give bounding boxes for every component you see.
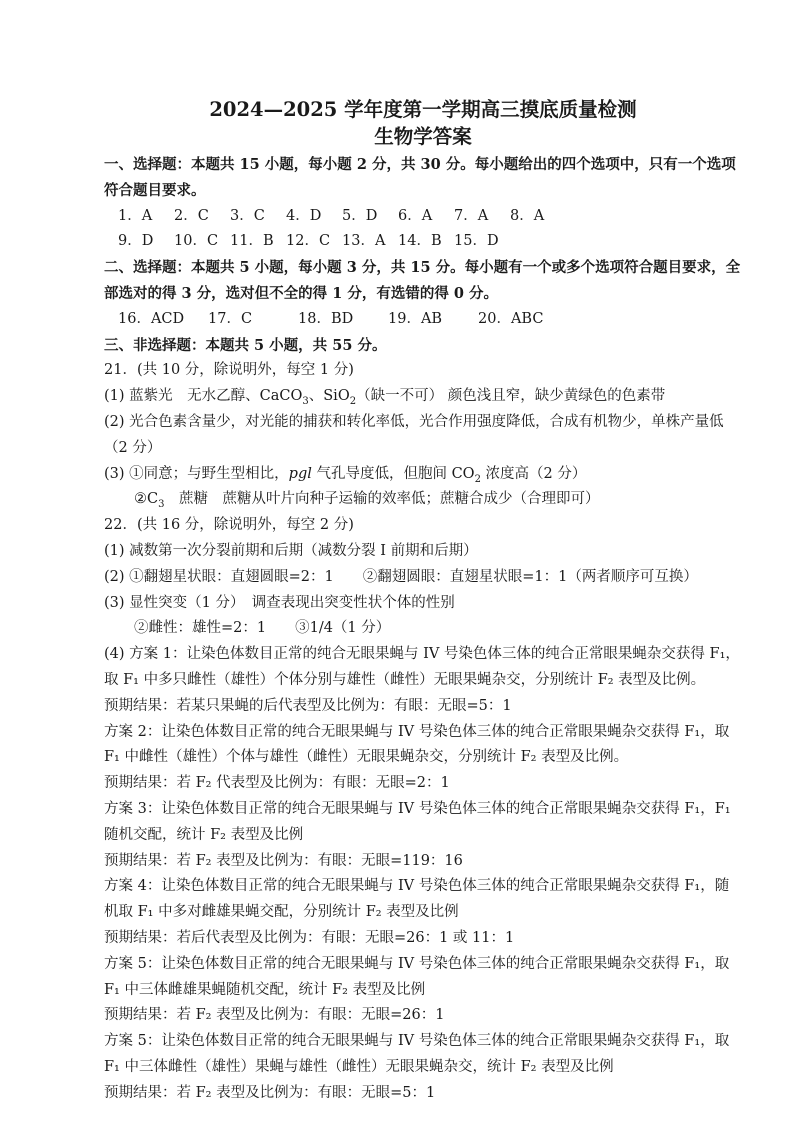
- answer-item: 5．D: [342, 207, 378, 224]
- section2-answers: [104, 307, 742, 333]
- q21-answer-1: (1) 蓝紫光 无水乙醇、CaCO$_3$、SiO$_2$（缺一不可） 颜色浅且窄，缺少黄绿色的色素带: [104, 388, 666, 408]
- answer-item: 12．C: [286, 233, 331, 250]
- q22-heading: 22．(共 16 分，除说明外，每空 2 分): [104, 517, 354, 534]
- q22-result-3: 预期结果：若 F₂ 表型及比例为：有眼：无眼=119：16: [104, 852, 463, 869]
- answer-item: 9．D: [118, 233, 154, 250]
- q22-result-2: 预期结果：若 F₂ 代表型及比例为：有眼：无眼=2：1: [104, 775, 450, 792]
- answer-item: 16．ACD: [118, 310, 185, 327]
- section2-heading: 二、选择题：本题共 5 小题，每小题 3 分，共 15 分。每小题有一个或多个选项符合题目要求，全部选对的得 3 分，选对但不全的得 1 分，有选错的得 0 分。: [104, 259, 741, 302]
- q22-answer-2: (2) ①翻翅星状眼：直翅圆眼=2：1 ②翻翅圆眼：直翅星状眼=1：1（两者顺序可互换）: [104, 568, 698, 585]
- q22-result-4: 预期结果：若后代表型及比例为：有眼：无眼=26：1 或 11：1: [104, 929, 515, 946]
- q22-answer-1: (1) 减数第一次分裂前期和后期（减数分裂 I 前期和后期）: [104, 542, 478, 559]
- answer-item: 15．D: [454, 233, 499, 250]
- answer-item: 1．A: [118, 207, 153, 224]
- q22-answer-3b: ②雌性：雄性=2：1 ③1/4（1 分）: [134, 620, 391, 637]
- q22-plan-4: 方案 4：让染色体数目正常的纯合无眼果蝇与 IV 号染色体三体的纯合正常眼果蝇杂交获得 F₁，随机取 F₁ 中多对雌雄果蝇交配，分别统计 F₂ 表型及比例: [104, 878, 730, 921]
- answer-item: 2．C: [174, 207, 209, 224]
- q22-plan-3: 方案 3：让染色体数目正常的纯合无眼果蝇与 IV 号染色体三体的纯合正常眼果蝇杂交获得 F₁，F₁ 随机交配，统计 F₂ 表型及比例: [104, 800, 731, 843]
- answer-item: 10．C: [174, 233, 219, 250]
- answer-item: 20．ABC: [478, 310, 544, 327]
- q22-plan-6: 方案 5：让染色体数目正常的纯合无眼果蝇与 IV 号染色体三体的纯合正常眼果蝇杂交获得 F₁，取 F₁ 中三体雌性（雄性）果蝇与雄性（雌性）无眼果蝇杂交，统计 F₂ 表型及比例: [104, 1033, 730, 1075]
- section1-answers-row1: [104, 204, 742, 230]
- answer-item: 19．AB: [388, 310, 443, 327]
- answer-item: 3．C: [230, 207, 265, 224]
- answer-item: 7．A: [454, 207, 489, 224]
- answer-item: 13．A: [342, 233, 386, 250]
- section3-heading: 三、非选择题：本题共 5 小题，共 55 分。: [104, 336, 387, 354]
- answer-item: 18．BD: [298, 310, 354, 327]
- q22-plan-1: (4) 方案 1：让染色体数目正常的纯合无眼果蝇与 IV 号染色体三体的纯合正常眼果蝇杂交获得 F₁，取 F₁ 中多只雌性（雄性）个体分别与雄性（雌性）无眼果蝇杂交，分别统计 F₂ 表型及比例。: [104, 646, 740, 688]
- section1-answers-row2: [104, 229, 742, 255]
- q21-answer-2: (2) 光合色素含量少，对光能的捕获和转化率低，光合作用强度降低，合成有机物少，单株产量低（2 分）: [104, 413, 724, 456]
- q21-heading: 21．(共 10 分，除说明外，每空 1 分): [104, 362, 354, 379]
- q22-result-1: 预期结果：若某只果蝇的后代表型及比例为：有眼：无眼=5：1: [104, 697, 512, 714]
- q22-result-6: 预期结果：若 F₂ 表型及比例为：有眼：无眼=5：1: [104, 1084, 436, 1101]
- answer-item: 8．A: [510, 207, 545, 224]
- q22-plan-5: 方案 5：让染色体数目正常的纯合无眼果蝇与 IV 号染色体三体的纯合正常眼果蝇杂交获得 F₁，取 F₁ 中三体雌雄果蝇随机交配，统计 F₂ 表型及比例: [104, 955, 730, 998]
- answer-item: 4．D: [286, 207, 322, 224]
- answer-item: 17．C: [208, 310, 253, 327]
- answer-item: 11．B: [230, 233, 274, 250]
- q22-result-5: 预期结果：若 F₂ 表型及比例为：有眼：无眼=26：1: [104, 1007, 445, 1024]
- q21-answer-3: (3) ①同意；与野生型相比，pgl 气孔导度低，但胞间 $CO_2$ 浓度高（2 分）: [104, 465, 587, 485]
- answer-item: 14．B: [398, 233, 442, 250]
- q22-answer-3: (3) 显性突变（1 分） 调查表现出突变性状个体的性别: [104, 594, 455, 611]
- q22-plan-2: 方案 2：让染色体数目正常的纯合无眼果蝇与 IV 号染色体三体的纯合正常眼果蝇杂交获得 F₁，取 F₁ 中雌性（雄性）个体与雄性（雌性）无眼果蝇杂交，分别统计 F₂ 表型及比例。: [104, 723, 730, 766]
- page-subtitle: 生物学答案: [374, 125, 472, 148]
- section1-heading: 一、选择题：本题共 15 小题，每小题 2 分，共 30 分。每小题给出的四个选项中，只有一个选项符合题目要求。: [104, 156, 736, 199]
- page-title: 2024—2025 学年度第一学期高三摸底质量检测: [209, 98, 637, 121]
- q21-answer-4: $②C_3$ 蔗糖 蔗糖从叶片向种子运输的效率低；蔗糖合成少（合理即可）: [134, 491, 600, 511]
- answer-item: 6．A: [398, 207, 433, 224]
